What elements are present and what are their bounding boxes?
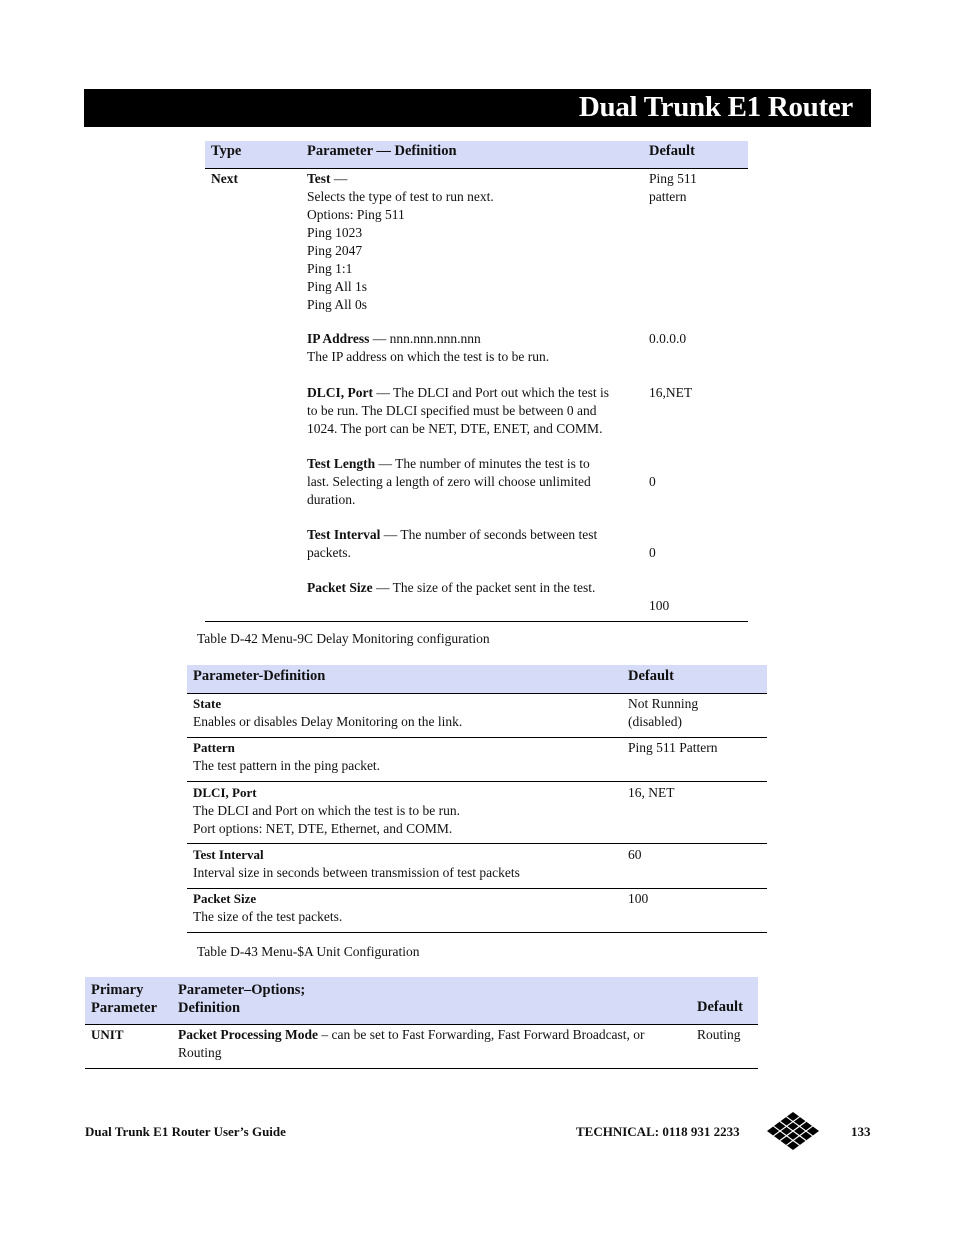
column-header-type: Type <box>211 143 242 159</box>
param-test-interval: Test Interval — The number of seconds between test packets. <box>307 527 598 560</box>
default-test-interval: 60 <box>628 847 642 862</box>
param-packet-size: Packet Size — The size of the packet sent in the test. <box>307 580 596 595</box>
default-packet-processing-mode: Routing <box>697 1027 741 1042</box>
row-divider <box>187 888 767 889</box>
table-bottom-rule <box>205 621 748 622</box>
default-test-interval: 0 <box>649 545 656 560</box>
table-bottom-rule <box>187 932 767 933</box>
default-dlci-port: 16, NET <box>628 785 675 800</box>
column-header-default: Default <box>697 999 743 1015</box>
column-header-default: Default <box>649 143 695 159</box>
footer-technical-phone: TECHNICAL: 0118 931 2233 <box>576 1124 740 1139</box>
default-test-length: 0 <box>649 474 656 489</box>
table-header-divider <box>187 693 767 694</box>
param-dlci-port: DLCI, Port — The DLCI and Port out which the test is to be run. The DLCI specified must be between 0 and 1024. The port can be NET, DTE, ENET, and COMM. <box>307 385 609 436</box>
table-row-dlci-port: DLCI, Port The DLCI and Port on which the test is to be run. Port options: NET, DTE, Ethernet, and COMM. <box>193 785 460 836</box>
param-packet-processing-mode: Packet Processing Mode – can be set to Fast Forwarding, Fast Forward Broadcast, or Routing <box>178 1027 645 1060</box>
default-packet-size: 100 <box>649 598 670 613</box>
table-row-state: State Enables or disables Delay Monitoring on the link. <box>193 696 463 729</box>
column-header-parameter-definition: Parameter-Definition <box>193 668 326 684</box>
param-ip-address: IP Address — nnn.nnn.nnn.nnn The IP address on which the test is to be run. <box>307 331 550 364</box>
column-header-parameter: Parameter — Definition <box>307 143 457 159</box>
page-number: 133 <box>851 1124 871 1139</box>
param-test-length: Test Length — The number of minutes the test is to last. Selecting a length of zero will choose unlimited duration. <box>307 456 591 507</box>
default-test: Ping 511 pattern <box>649 171 697 204</box>
type-cell: Next <box>211 171 238 186</box>
default-dlci-port: 16,NET <box>649 385 693 400</box>
black-box-logo-icon <box>765 1111 821 1151</box>
table-row-test-interval: Test Interval Interval size in seconds between transmission of test packets <box>193 847 520 880</box>
default-state: Not Running (disabled) <box>628 696 699 729</box>
page-header-bar <box>84 89 871 127</box>
default-ip-address: 0.0.0.0 <box>649 331 687 346</box>
table-caption: Table D-42 Menu-9C Delay Monitoring configuration <box>197 631 490 646</box>
table-header-divider <box>205 168 748 169</box>
default-pattern: Ping 511 Pattern <box>628 740 718 755</box>
default-packet-size: 100 <box>628 891 649 906</box>
row-divider <box>187 843 767 844</box>
row-divider <box>187 781 767 782</box>
page-title: Dual Trunk E1 Router <box>578 91 853 123</box>
table-row-packet-size: Packet Size The size of the test packets. <box>193 891 343 924</box>
table-caption: Table D-43 Menu-$A Unit Configuration <box>197 944 420 959</box>
footer-guide-title: Dual Trunk E1 Router User’s Guide <box>85 1124 286 1139</box>
row-divider <box>187 737 767 738</box>
param-name: Test <box>307 171 331 186</box>
unit-cell: UNIT <box>91 1027 124 1042</box>
table-bottom-rule <box>85 1068 758 1069</box>
column-header-default: Default <box>628 668 674 684</box>
table-header-divider <box>85 1024 758 1025</box>
table-row-pattern: Pattern The test pattern in the ping packet. <box>193 740 381 773</box>
param-test: Test — Selects the type of test to run next. Options: Ping 511 Ping 1023 Ping 2047 Ping 1:1 Ping All 1s Ping All 0s <box>307 171 494 312</box>
column-header-parameter-options: Parameter–Options; Definition <box>178 982 306 1016</box>
column-header-primary-parameter: Primary Parameter <box>91 982 158 1016</box>
